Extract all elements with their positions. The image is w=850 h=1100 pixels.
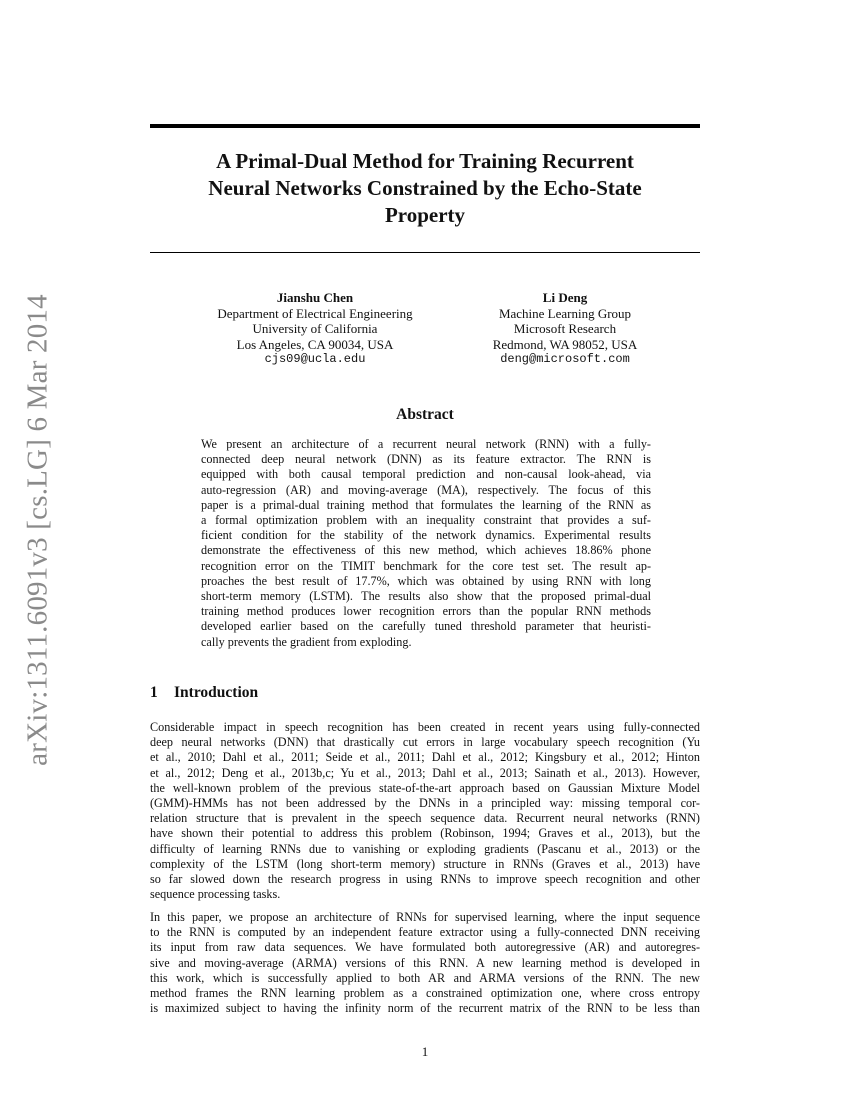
abstract-line: cally prevents the gradient from exploding. [201,634,412,649]
title-bottom-rule [150,252,700,253]
paragraph-line: relation structure that is prevalent in the speech sequence data. Recurrent neural networks (RNN) [150,811,700,826]
section-title: Introduction [174,684,259,701]
author-name: Li Deng [542,290,588,305]
paragraph-line: (GMM)-HMMs has not been addressed by the DNNs in a principled way: missing temporal cor- [150,796,700,811]
abstract-line: demonstrate the effectiveness of this new method, which achieves 18.86% phone [201,543,651,558]
paragraph-line: In this paper, we propose an architecture of RNNs for supervised learning, where the input sequence [150,910,700,924]
paragraph-line: et al., 2012; Deng et al., 2013b,c; Yu et al., 2013; Dahl et al., 2013; Sainath et al., 2013). However, [150,765,700,780]
abstract-line: auto-regression (AR) and moving-average (MA), respectively. The focus of this [201,482,651,497]
paragraph-line: difficulty of learning RNNs due to vanishing or exploding gradients (Pascanu et al., 2013) or the [150,841,700,856]
paragraph-line: et al., 2010; Dahl et al., 2011; Seide et al., 2011; Dahl et al., 2012; Kingsbury et al., 2012; Hinton [150,750,700,765]
arxiv-identifier: arXiv:1311.6091v3 [cs.LG] 6 Mar 2014 [21,294,54,766]
paragraph-line: this work, which is successfully applied to both AR and ARMA versions of the RNN. The new [150,970,700,985]
author-block-chen [190,290,440,368]
author-affiliation: University of California [252,321,378,337]
title-line: Neural Networks Constrained by the Echo-State [208,176,642,200]
abstract-line: short-term memory (LSTM). The results also show that the proposed primal-dual [201,589,651,604]
abstract-line: recognition error on the TIMIT benchmark for the core test set. The result ap- [201,558,651,573]
paragraph-line: to the RNN is computed by an independent feature extractor using a fully-connected DNN receiving [150,925,700,940]
abstract-body [201,437,651,650]
author-block-deng [440,290,690,368]
title-line: A Primal-Dual Method for Training Recurrent [216,149,634,173]
paragraph-line: is maximized subject to having the infinity norm of the recurrent matrix of the RNN to be less than [150,1001,700,1016]
paragraph-line: complexity of the LSTM (long short-term memory) structure in RNNs (Graves et al., 2013) have [150,856,700,871]
abstract-line: ficient condition for the stability of the network dynamics. Experimental results [201,528,651,543]
paragraph-line: deep neural networks (DNN) that drastically cut errors in large vocabulary speech recognition (Yu [150,735,700,750]
paragraph-line: method frames the RNN learning problem as a constrained optimization one, where cross entropy [150,986,700,1001]
paragraph-line: have shown their potential to address this problem (Robinson, 1994; Graves et al., 2013), but the [150,826,700,841]
page-number: 1 [421,1044,429,1059]
paragraph-line: Considerable impact in speech recognition has been created in recent years using fully-connected [150,720,700,734]
section-heading-introduction [150,684,258,702]
paragraph-line: sive and moving-average (ARMA) versions of this RNN. A new learning method is developed in [150,955,700,970]
paragraph-line: so far slowed down the research progress in using RNNs to improve speech recognition and other [150,872,700,887]
intro-paragraph-2 [150,910,700,1016]
abstract-heading: Abstract [396,406,454,423]
intro-paragraph-1 [150,720,700,902]
abstract-line: We present an architecture of a recurrent neural network (RNN) with a fully- [201,437,651,451]
abstract-line: equipped with both causal temporal prediction and non-causal look-ahead, via [201,467,651,482]
title-line: Property [384,203,466,227]
abstract-line: connected deep neural network (DNN) as its feature extractor. The RNN is [201,452,651,467]
paragraph-line: its input from raw data sequences. We have formulated both autoregressive (AR) and autoregres- [150,940,700,955]
section-number: 1 [150,684,158,701]
author-affiliation: Los Angeles, CA 90034, USA [236,336,394,352]
author-affiliation: Machine Learning Group [498,305,632,321]
author-name: Jianshu Chen [276,290,354,305]
author-affiliation: Microsoft Research [513,321,617,337]
author-affiliation: Redmond, WA 98052, USA [492,336,638,352]
abstract-line: paper is a primal-dual training method that formulates the learning of the RNN as [201,497,651,512]
abstract-line: proaches the best result of 17.7%, which was obtained by using RNN with long [201,573,651,588]
abstract-line: developed earlier based on the carefully tuned threshold parameter that heuristi- [201,619,651,634]
abstract-line: a formal optimization problem with an inequality constraint that provides a suf- [201,513,651,528]
paragraph-line: sequence processing tasks. [150,887,281,902]
title-top-rule [150,124,700,128]
abstract-line: training method produces lower recognition errors than the popular RNN methods [201,604,651,619]
author-email: deng@microsoft.com [500,352,630,367]
paragraph-line: the well-known problem of the previous state-of-the-art approach based on Gaussian Mixture Model [150,780,700,795]
author-affiliation: Department of Electrical Engineering [217,305,413,321]
author-email: cjs09@ucla.edu [264,352,366,367]
paper-title [150,148,700,229]
